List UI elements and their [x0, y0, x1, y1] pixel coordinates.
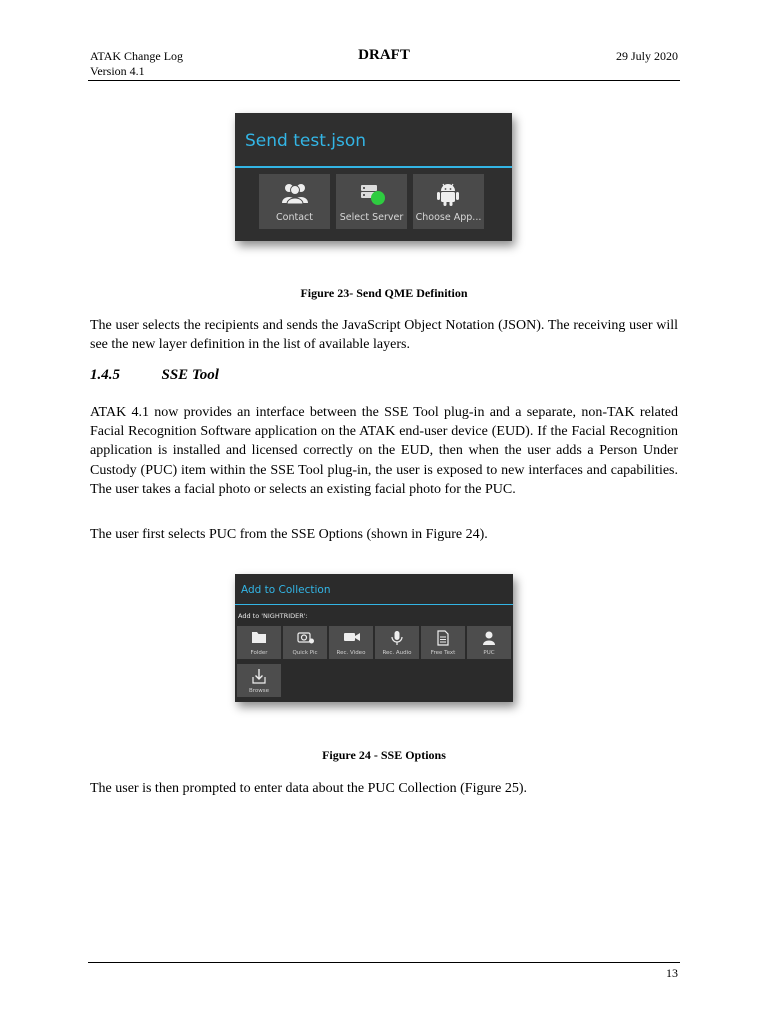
figure-23-caption: Figure 23- Send QME Definition [300, 286, 468, 300]
rec-audio-button[interactable] [375, 626, 419, 659]
browse-label: Browse [248, 688, 270, 694]
free-text-button[interactable] [421, 626, 465, 659]
page-number: 13 [666, 966, 678, 980]
paragraph-recipients: The user selects the recipients and sends the JavaScript Object Notation (JSON). The receiving user will see the new layer definition in the list of available layers. [90, 318, 678, 353]
rec-video-label: Rec. Video [336, 650, 366, 656]
folder-icon [251, 630, 267, 644]
section-heading [90, 367, 219, 384]
rec-video-button[interactable] [329, 626, 373, 659]
section-title: SSE Tool [161, 367, 219, 383]
footer-rule [88, 962, 680, 963]
puc-label: PUC [483, 650, 495, 656]
dialog-title: Add to Collection [241, 584, 331, 596]
header-rule [88, 80, 680, 81]
header-date: 29 July 2020 [615, 49, 678, 63]
rec-audio-label: Rec. Audio [382, 650, 412, 656]
contact-label: Contact [276, 212, 313, 223]
document-icon [435, 630, 451, 646]
free-text-label: Free Text [430, 650, 456, 656]
header-draft-mark: DRAFT [358, 47, 410, 63]
server-icon [358, 181, 386, 207]
dialog-title: Send test.json [245, 131, 367, 151]
paragraph-sse-tool: ATAK 4.1 now provides an interface between the SSE Tool plug-in and a separate, non-TAK related Facial Recognition Software application on the ATAK end-user device (EUD). If the Facial Recognition application is installed and licensed correctly on the EUD, then when the user adds a Person Under Custody (PUC) item within the SSE Tool plug-in, the user is exposed to new interfaces and capabilities. The user takes a facial photo or selects an existing facial photo for the PUC. [90, 405, 678, 497]
figure-24-add-to-collection [235, 574, 513, 702]
quick-pic-button[interactable] [283, 626, 327, 659]
select-server-button[interactable] [336, 174, 407, 229]
paragraph-puc-collection: The user is then prompted to enter data about the PUC Collection (Figure 25). [90, 781, 528, 796]
header-version: Version 4.1 [90, 64, 145, 78]
folder-button[interactable] [237, 626, 281, 659]
section-number: 1.4.5 [90, 367, 120, 383]
download-icon [251, 668, 267, 684]
choose-app-label: Choose App... [415, 212, 482, 223]
figure-24-caption: Figure 24 - SSE Options [322, 748, 446, 762]
figure-23-send-dialog [235, 113, 512, 241]
paragraph-select-puc: The user first selects PUC from the SSE Options (shown in Figure 24). [90, 527, 488, 542]
select-server-label: Select Server [339, 212, 404, 223]
camera-icon [297, 630, 315, 644]
contact-button[interactable] [259, 174, 330, 229]
contacts-icon [281, 181, 309, 205]
microphone-icon [389, 630, 405, 646]
browse-button[interactable] [237, 664, 281, 697]
choose-app-button[interactable] [413, 174, 484, 229]
person-icon [481, 630, 497, 646]
puc-button[interactable] [467, 626, 511, 659]
header-doc-title: ATAK Change Log [90, 49, 184, 63]
video-icon [343, 630, 361, 644]
dialog-title-divider [235, 604, 513, 605]
android-icon [435, 181, 461, 207]
quick-pic-label: Quick Pic [292, 650, 318, 656]
dialog-title-divider [235, 166, 512, 168]
dialog-subtitle: Add to 'NIGHTRIDER': [238, 612, 308, 620]
folder-label: Folder [250, 650, 268, 656]
